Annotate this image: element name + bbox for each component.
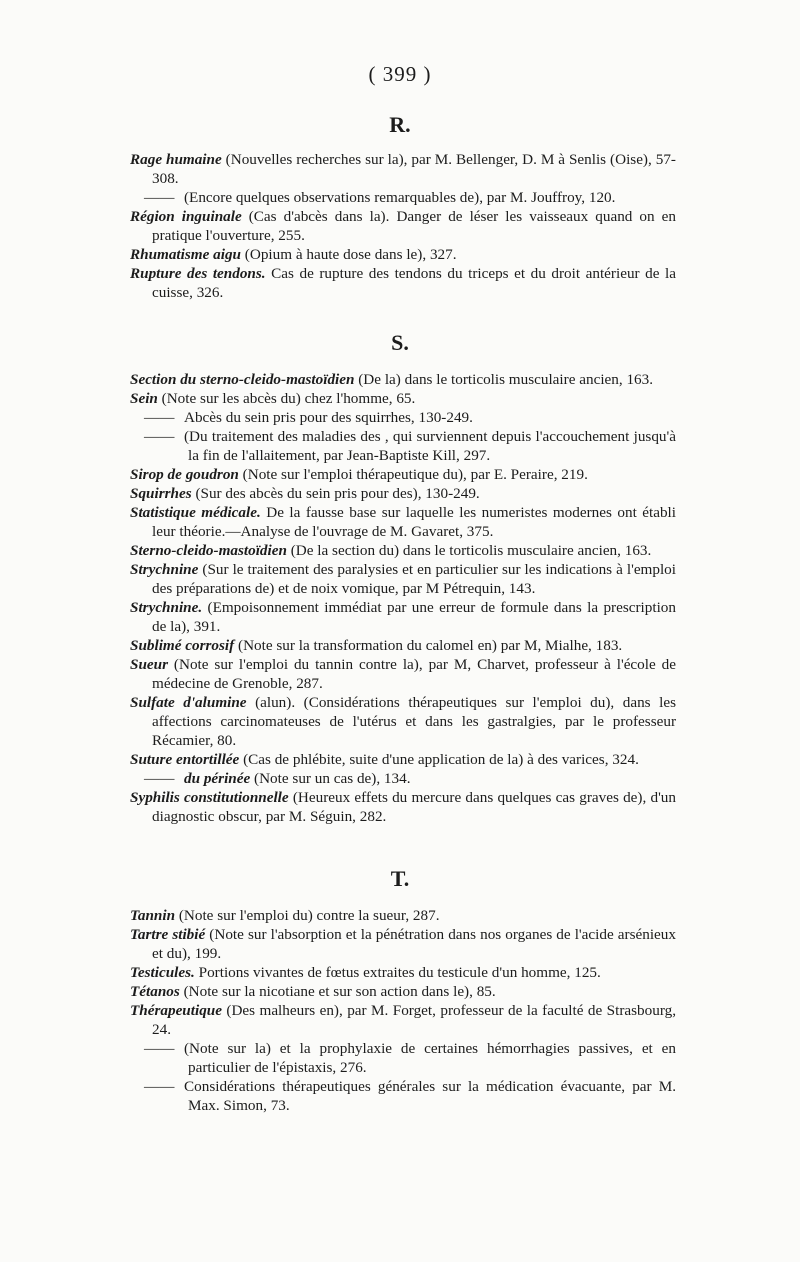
entry-text: Cas de rupture des tendons du triceps et du droit antérieur de la cuisse, 326. xyxy=(152,265,676,301)
section-t-entries xyxy=(130,906,676,1115)
index-entry xyxy=(130,769,676,788)
entry-text: Portions vivantes de fœtus extraites du testicule d'un homme, 125. xyxy=(194,964,601,981)
index-entry xyxy=(130,188,676,207)
repeat-dash: —— xyxy=(144,428,175,445)
section-letter-s: S. xyxy=(391,330,409,355)
entry-heading: Rupture des tendons. xyxy=(130,265,266,282)
index-entry xyxy=(130,465,676,484)
entry-text: (Note sur la transformation du calomel en) par M, Mialhe, 183. xyxy=(234,637,623,654)
index-entry xyxy=(130,1039,676,1077)
index-entry xyxy=(130,963,676,982)
entry-text: (Note sur les abcès du) chez l'homme, 65. xyxy=(157,390,416,407)
entry-text: (Note sur l'emploi du tannin contre la), par M, Charvet, professeur à l'école de médecine de Grenoble, 287. xyxy=(152,656,676,692)
entry-text: Considérations thérapeutiques générales sur la médication évacuante, par M. Max. Simon, 73. xyxy=(184,1078,676,1114)
entry-heading: Sterno-cleido-mastoïdien xyxy=(130,542,287,559)
index-entry xyxy=(130,245,676,264)
entry-text: (Opium à haute dose dans le), 327. xyxy=(241,246,457,263)
index-entry xyxy=(130,389,676,408)
index-entry xyxy=(130,1077,676,1115)
entry-heading: Tannin xyxy=(130,907,176,924)
section-r-entries xyxy=(130,150,676,302)
index-entry xyxy=(130,503,676,541)
entry-heading: Syphilis constitutionnelle xyxy=(130,789,289,806)
entry-text: (Encore quelques observations remarquables de), par M. Jouffroy, 120. xyxy=(184,189,616,206)
entry-text: (Note sur l'emploi du) contre la sueur, 287. xyxy=(175,907,440,924)
entry-heading: Sueur xyxy=(130,656,168,673)
section-letter-r: R. xyxy=(389,112,411,137)
index-entry xyxy=(130,636,676,655)
index-entry xyxy=(130,150,676,188)
index-entry xyxy=(130,655,676,693)
entry-heading: Sulfate d'alumine xyxy=(130,694,247,711)
index-entry xyxy=(130,560,676,598)
index-entry xyxy=(130,750,676,769)
index-entry xyxy=(130,906,676,925)
entry-text: (Heureux effets du mercure dans quelques cas graves de), d'un diagnostic obscur, par M. Séguin, 282. xyxy=(152,789,676,825)
entry-text: (De la) dans le torticolis musculaire ancien, 163. xyxy=(354,371,654,388)
entry-text: (Note sur la nicotiane et sur son action dans le), 85. xyxy=(179,983,496,1000)
entry-heading: Strychnine xyxy=(130,561,199,578)
index-entry xyxy=(130,982,676,1001)
entry-text: Abcès du sein pris pour des squirrhes, 130-249. xyxy=(184,409,473,426)
entry-text: (Cas d'abcès dans la). Danger de léser les vaisseaux quand on en pratique l'ouverture, 255. xyxy=(152,208,676,244)
entry-text: (De la section du) dans le torticolis musculaire ancien, 163. xyxy=(286,542,652,559)
entry-heading: Sirop de goudron xyxy=(130,466,239,483)
entry-heading: Tartre stibié xyxy=(130,926,206,943)
index-entry xyxy=(130,693,676,750)
index-entry xyxy=(130,598,676,636)
entry-text: (Du traitement des maladies des , qui surviennent depuis l'accouchement jusqu'à la fin de l'allaitement, par Jean-Baptiste Kill, 297. xyxy=(184,428,676,464)
entry-heading: Rhumatisme aigu xyxy=(130,246,241,263)
entry-heading: Thérapeutique xyxy=(130,1002,222,1019)
index-entry xyxy=(130,925,676,963)
entry-text: (Sur le traitement des paralysies et en particulier sur les indications à l'emploi des préparations de) et de noix vomique, par M Pétrequin, 143. xyxy=(152,561,676,597)
entry-heading: Section du sterno-cleido-mastoïdien xyxy=(130,371,355,388)
repeat-dash: —— xyxy=(144,770,175,787)
repeat-dash: —— xyxy=(144,1040,175,1057)
entry-text: (Note sur un cas de), 134. xyxy=(250,770,411,787)
entry-heading: Région inguinale xyxy=(130,208,242,225)
index-entry xyxy=(130,788,676,826)
entry-text: (alun). (Considérations thérapeutiques sur l'emploi du), dans les affections carcinomateuses de l'utérus et dans les gastralgies, par le professeur Récamier, 80. xyxy=(152,694,676,749)
page-number: ( 399 ) xyxy=(368,62,432,86)
index-entry xyxy=(130,427,676,465)
entry-text: (Note sur l'emploi thérapeutique du), par E. Peraire, 219. xyxy=(238,466,588,483)
entry-text: (Note sur la) et la prophylaxie de certaines hémorrhagies passives, et en particulier de l'épistaxis, 276. xyxy=(184,1040,676,1076)
index-entry xyxy=(130,207,676,245)
entry-heading: Testicules. xyxy=(130,964,195,981)
entry-text: (Des malheurs en), par M. Forget, professeur de la faculté de Strasbourg, 24. xyxy=(152,1002,676,1038)
section-letter-t: T. xyxy=(390,866,410,891)
index-entry xyxy=(130,1001,676,1039)
entry-text: (Cas de phlébite, suite d'une application de la) à des varices, 324. xyxy=(239,751,639,768)
entry-text: (Note sur l'absorption et la pénétration dans nos organes de l'acide arsénieux et du), 199. xyxy=(152,926,676,962)
entry-heading: du périnée xyxy=(184,770,251,787)
entry-heading: Tétanos xyxy=(130,983,180,1000)
index-entry xyxy=(130,264,676,302)
repeat-dash: —— xyxy=(144,409,175,426)
entry-text: De la fausse base sur laquelle les numeristes modernes ont établi leur théorie.—Analyse de l'ouvrage de M. Gavaret, 375. xyxy=(152,504,676,540)
entry-heading: Sein xyxy=(130,390,158,407)
index-entry xyxy=(130,484,676,503)
entry-text: (Empoisonnement immédiat par une erreur de formule dans la prescription de la), 391. xyxy=(152,599,676,635)
section-s-entries xyxy=(130,370,676,826)
repeat-dash: —— xyxy=(144,189,175,206)
entry-heading: Sublimé corrosif xyxy=(130,637,235,654)
index-entry xyxy=(130,408,676,427)
index-entry xyxy=(130,541,676,560)
entry-text: (Sur des abcès du sein pris pour des), 130-249. xyxy=(191,485,480,502)
entry-heading: Suture entortillée xyxy=(130,751,240,768)
entry-heading: Squirrhes xyxy=(130,485,192,502)
entry-heading: Rage humaine xyxy=(130,151,222,168)
repeat-dash: —— xyxy=(144,1078,175,1095)
entry-text: (Nouvelles recherches sur la), par M. Bellenger, D. M à Senlis (Oise), 57-308. xyxy=(152,151,676,187)
entry-heading: Strychnine. xyxy=(130,599,203,616)
entry-heading: Statistique médicale. xyxy=(130,504,261,521)
index-entry xyxy=(130,370,676,389)
